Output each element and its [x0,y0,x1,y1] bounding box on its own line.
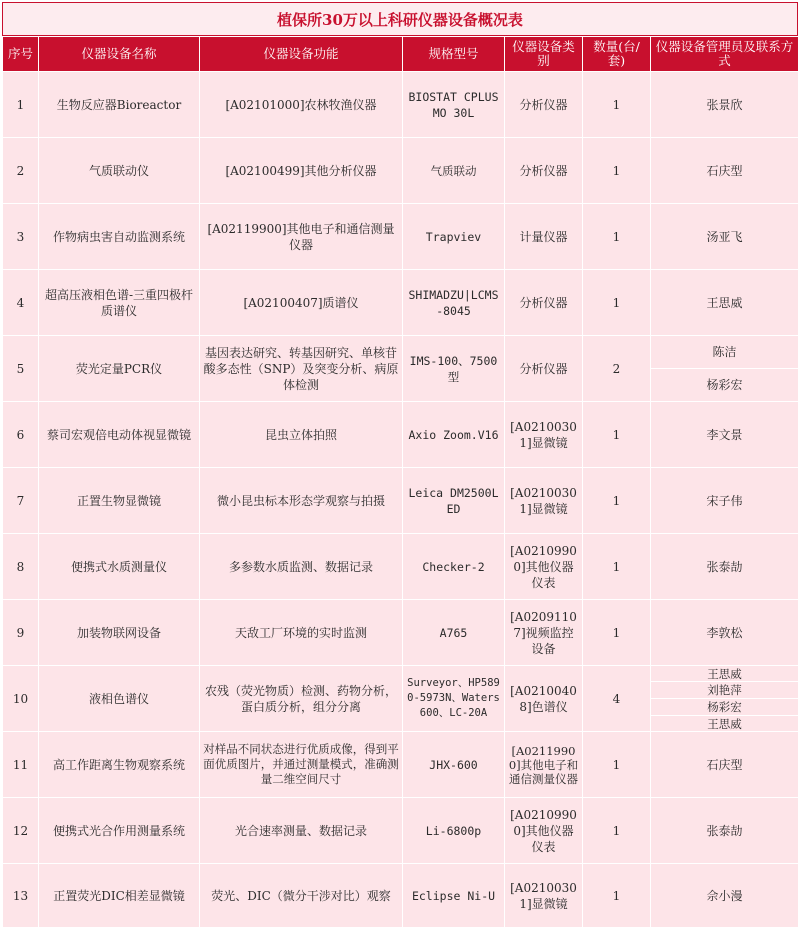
cell-model: Eclipse Ni-U [403,864,505,928]
header-func: 仪器设备功能 [200,37,403,72]
cell-type: [A02119900]其他电子和通信测量仪器 [505,732,583,798]
header-admin: 仪器设备管理员及联系方式 [651,37,799,72]
cell-name: 正置生物显微镜 [39,468,200,534]
cell-admin: 张景欣 [651,72,799,138]
cell-name: 荧光定量PCR仪 [39,336,200,402]
cell-name: 加装物联网设备 [39,600,200,666]
cell-type: 分析仪器 [505,72,583,138]
cell-func: [A02101000]农林牧渔仪器 [200,72,403,138]
header-row [3,37,799,72]
cell-func: 多参数水质监测、数据记录 [200,534,403,600]
cell-admin: 石庆型 [651,138,799,204]
cell-admin: 李文景 [651,402,799,468]
table-title: 植保所30万以上科研仪器设备概况表 [2,2,798,36]
cell-type: 分析仪器 [505,138,583,204]
table-row [3,138,799,204]
cell-seq: 11 [3,732,39,798]
cell-model: 气质联动 [403,138,505,204]
cell-func: 荧光、DIC（微分干涉对比）观察 [200,864,403,928]
table-row [3,666,799,682]
cell-qty: 1 [583,204,651,270]
cell-model: SHIMADZU|LCMS-8045 [403,270,505,336]
cell-admin: 王思威 [651,270,799,336]
cell-type: [A02091107]视频监控设备 [505,600,583,666]
cell-qty: 1 [583,732,651,798]
cell-seq: 1 [3,72,39,138]
cell-type: [A02109900]其他仪器仪表 [505,534,583,600]
cell-qty: 1 [583,600,651,666]
cell-name: 正置荧光DIC相差显微镜 [39,864,200,928]
cell-model: Li-6800p [403,798,505,864]
cell-admin: 刘艳萍 [651,682,799,699]
cell-admin: 杨彩宏 [651,369,799,402]
cell-type: [A02100301]显微镜 [505,468,583,534]
cell-seq: 10 [3,666,39,732]
cell-model: Axio Zoom.V16 [403,402,505,468]
cell-type: [A02100408]色谱仪 [505,666,583,732]
cell-type: 分析仪器 [505,270,583,336]
cell-model: Checker-2 [403,534,505,600]
header-name: 仪器设备名称 [39,37,200,72]
cell-qty: 1 [583,270,651,336]
cell-admin: 宋子伟 [651,468,799,534]
cell-name: 超高压液相色谱-三重四极杆质谱仪 [39,270,200,336]
cell-qty: 1 [583,402,651,468]
header-seq: 序号 [3,37,39,72]
cell-name: 高工作距离生物观察系统 [39,732,200,798]
cell-qty: 1 [583,138,651,204]
cell-name: 生物反应器Bioreactor [39,72,200,138]
cell-seq: 3 [3,204,39,270]
cell-name: 蔡司宏观倍电动体视显微镜 [39,402,200,468]
cell-name: 便携式水质测量仪 [39,534,200,600]
cell-admin: 王思威 [651,666,799,682]
cell-func: 农残（荧光物质）检测、药物分析，蛋白质分析，组分分离 [200,666,403,732]
cell-func: 基因表达研究、转基因研究、单核苷酸多态性（SNP）及突变分析、病原体检测 [200,336,403,402]
cell-admin: 杨彩宏 [651,699,799,716]
cell-func: 天敌工厂环境的实时监测 [200,600,403,666]
table-row [3,798,799,864]
equipment-table [2,36,799,928]
cell-admin: 汤亚飞 [651,204,799,270]
cell-type: [A02100301]显微镜 [505,864,583,928]
cell-func: 光合速率测量、数据记录 [200,798,403,864]
cell-seq: 7 [3,468,39,534]
cell-func: [A02100499]其他分析仪器 [200,138,403,204]
table-row [3,336,799,369]
cell-type: 分析仪器 [505,336,583,402]
cell-model: A765 [403,600,505,666]
cell-seq: 9 [3,600,39,666]
cell-type: [A02109900]其他仪器仪表 [505,798,583,864]
table-row [3,402,799,468]
cell-qty: 1 [583,798,651,864]
table-row [3,732,799,798]
table-row [3,72,799,138]
cell-name: 气质联动仪 [39,138,200,204]
equipment-overview [2,2,798,928]
cell-qty: 1 [583,468,651,534]
cell-admin: 佘小漫 [651,864,799,928]
cell-model: IMS-100、7500型 [403,336,505,402]
cell-seq: 8 [3,534,39,600]
cell-admin: 张泰劼 [651,534,799,600]
cell-admin: 石庆型 [651,732,799,798]
cell-func: 微小昆虫标本形态学观察与拍摄 [200,468,403,534]
cell-seq: 4 [3,270,39,336]
header-type: 仪器设备类别 [505,37,583,72]
table-row [3,204,799,270]
cell-seq: 2 [3,138,39,204]
table-row [3,534,799,600]
cell-type: 计量仪器 [505,204,583,270]
cell-seq: 6 [3,402,39,468]
table-row [3,864,799,928]
cell-seq: 12 [3,798,39,864]
cell-model: Leica DM2500LED [403,468,505,534]
cell-model: Surveyor、HP5890-5973N、Waters 600、LC-20A [403,666,505,732]
header-qty: 数量(台/套) [583,37,651,72]
cell-func: 对样品不同状态进行优质成像，得到平面优质图片，并通过测量模式，准确测量二维空间尺寸 [200,732,403,798]
cell-qty: 2 [583,336,651,402]
cell-admin: 张泰劼 [651,798,799,864]
cell-model: Trapviev [403,204,505,270]
table-row [3,600,799,666]
cell-func: 昆虫立体拍照 [200,402,403,468]
cell-admin: 王思威 [651,716,799,732]
cell-func: [A02119900]其他电子和通信测量仪器 [200,204,403,270]
cell-model: BIOSTAT CPLUS MO 30L [403,72,505,138]
cell-qty: 4 [583,666,651,732]
cell-qty: 1 [583,864,651,928]
cell-qty: 1 [583,534,651,600]
cell-qty: 1 [583,72,651,138]
cell-name: 液相色谱仪 [39,666,200,732]
cell-admin: 陈洁 [651,336,799,369]
table-row [3,468,799,534]
cell-model: JHX-600 [403,732,505,798]
cell-name: 作物病虫害自动监测系统 [39,204,200,270]
cell-name: 便携式光合作用测量系统 [39,798,200,864]
table-row [3,270,799,336]
cell-admin: 李敦松 [651,600,799,666]
cell-seq: 13 [3,864,39,928]
cell-func: [A02100407]质谱仪 [200,270,403,336]
header-model: 规格型号 [403,37,505,72]
cell-seq: 5 [3,336,39,402]
cell-type: [A02100301]显微镜 [505,402,583,468]
